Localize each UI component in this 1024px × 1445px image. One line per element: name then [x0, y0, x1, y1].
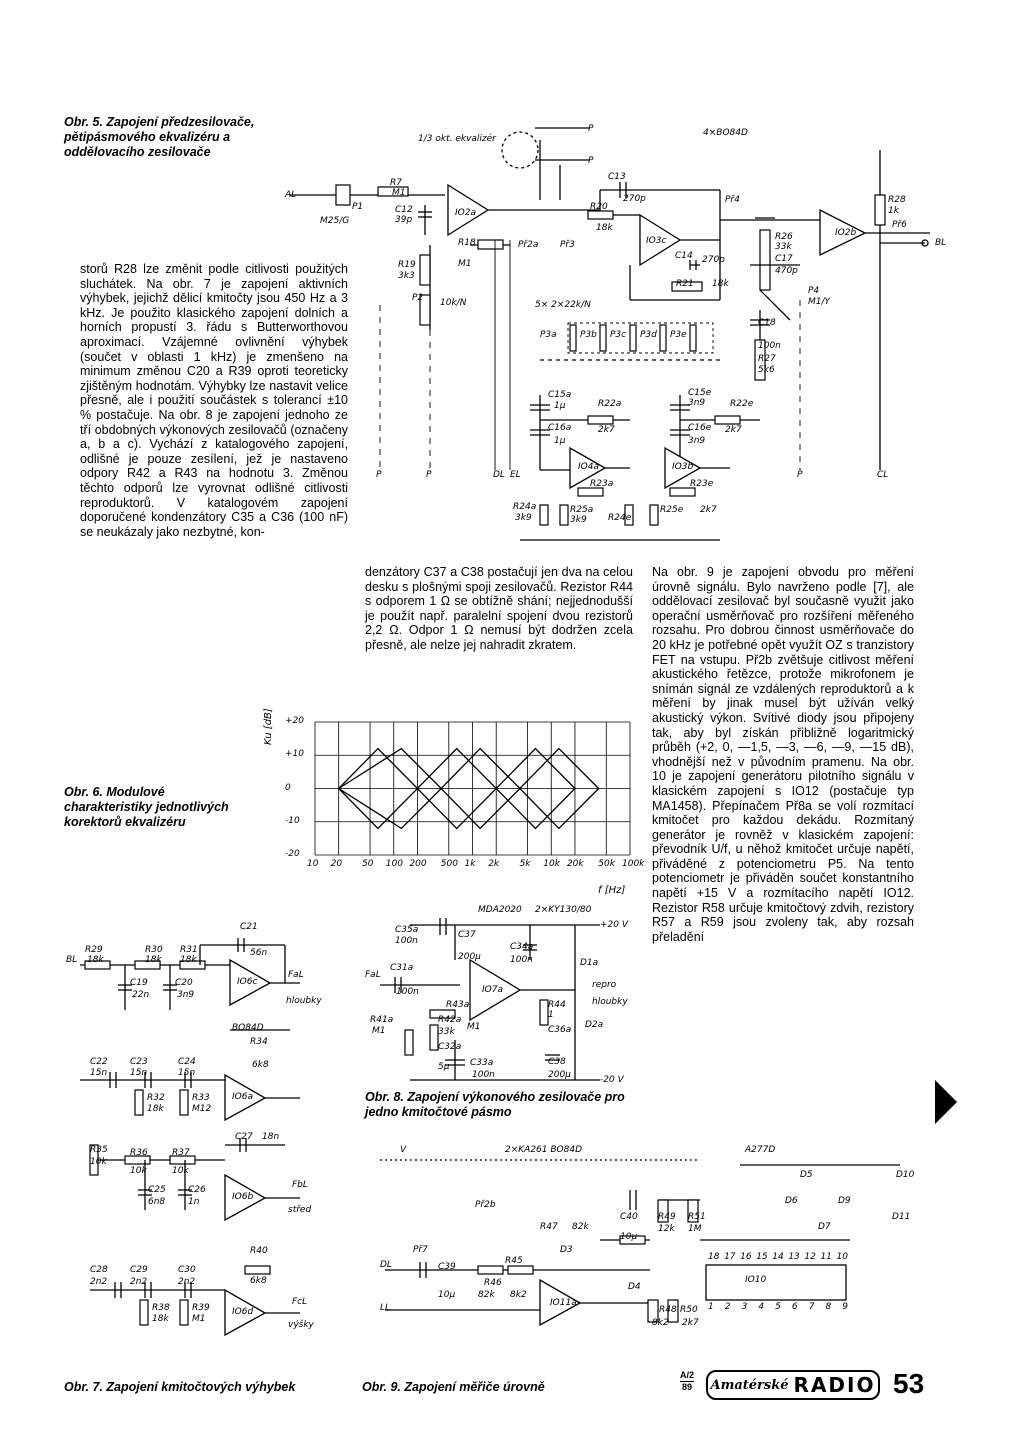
continue-arrow-icon	[935, 1080, 957, 1124]
r47v-label: 82k	[572, 1222, 589, 1232]
pr4-label: Př4	[725, 195, 740, 205]
v20m-label: -20 V	[600, 1075, 624, 1085]
r22a-label: R22a	[598, 399, 622, 409]
m25g-label: M25/G	[320, 216, 350, 226]
hloubky-label: hloubky	[286, 996, 322, 1006]
chart-y-tick: +20	[285, 716, 304, 726]
r39-label: R39	[192, 1303, 210, 1313]
r37v-label: 10k	[172, 1166, 189, 1176]
ic-label: 4×BO84D	[703, 128, 748, 138]
chart-x-tick: 1k	[464, 859, 476, 869]
node-p3: P	[797, 470, 803, 480]
fig9-ll-label: LL	[380, 1303, 391, 1313]
r19-label: R19	[398, 260, 416, 270]
io10-pin: 2	[724, 1302, 731, 1312]
io4a-label: IO4a	[578, 462, 599, 472]
r50v-label: 2k7	[682, 1318, 699, 1328]
chart-x-tick: 10k	[543, 859, 560, 869]
r49v-label: 12k	[658, 1224, 675, 1234]
fal-label: FaL	[288, 970, 304, 980]
c29-label: C29	[130, 1265, 148, 1275]
r32v-label: 18k	[147, 1104, 164, 1114]
r42av-label: 33k	[438, 1027, 455, 1037]
r26-label: R26	[775, 232, 793, 242]
c40-label: C40	[620, 1212, 638, 1222]
c18v-label: 100n	[758, 341, 781, 351]
p4-label: P4	[808, 286, 820, 296]
r47-label: R47	[540, 1222, 558, 1232]
c15a-label: C15a	[548, 390, 572, 400]
c27v-label: 18n	[262, 1132, 280, 1142]
c36a-label: C36a	[548, 1025, 572, 1035]
r45-label: R45	[505, 1256, 523, 1266]
fig7-caption: Obr. 7. Zapojení kmitočtových výhybek	[64, 1380, 296, 1394]
r48-label: R48	[659, 1305, 677, 1315]
c39v-label: 10μ	[438, 1290, 456, 1300]
d1a-label: D1a	[580, 958, 599, 968]
r38-label: R38	[152, 1303, 170, 1313]
c16av-label: 1μ	[554, 436, 566, 446]
r20-label: R20	[590, 202, 608, 212]
c34av-label: 100n	[510, 955, 533, 965]
r31v-label: 18k	[180, 955, 197, 965]
io10-pin: 17	[724, 1252, 736, 1262]
fig6-caption: Obr. 6. Modulové charakteristiky jednotlivých korektorů ekvalizéru	[64, 785, 229, 829]
c19v-label: 22n	[132, 990, 150, 1000]
d9-label: D9	[838, 1196, 851, 1206]
r23a-label: R23a	[590, 479, 614, 489]
r43a-label: R43a	[446, 1000, 470, 1010]
io7a-label: IO7a	[482, 985, 503, 995]
p2v-label: 10k/N	[440, 298, 467, 308]
io10-label: IO10	[745, 1275, 767, 1285]
r35v-label: 10k	[90, 1157, 107, 1167]
io11a-label: IO11a	[550, 1298, 577, 1308]
c28-label: C28	[90, 1265, 108, 1275]
body-column-right: Na obr. 9 je zapojení obvodu pro měření úrovně signálu. Bylo navrženo podle [7], ale oddělovací zesilovač byl současně využit jako operační usměrňovač pro rozšíření měřeného rozsahu. Pro dobrou činnost usměrňovače do 20 kHz je potřebné opět využít OZ s tranzistory FET na vstupu. Př2b zvětšuje citlivost měření akustického řetězce, protože mikrofonem je snímán signál ze vzdálených reproduktorů a k měření by jinak musel být užíván velký akustický výkon. Svítivé diody jsou připojeny tak, aby byl získán přibližně logaritmický průběh (+2, 0, —1,5, —3, —6, —9, —15 dB), vhodnější než v původním pramenu. Na obr. 10 je zapojení generátoru pilotního signálu v klasickém zapojení s IO12 (postačuje typ MA1458). Přepínačem Př8a se volí rozmítací kmitočet pro každou dekádu. Rozmítaný generátor je rovněž v klasickém zapojení: převodník U/f, u něhož kmitočet určuje napětí, přiváděné z potenciometru P5. Na tento potenciometr je přiváděn součet konstantního napětí +15 V a rozmítacího napětí IO12. Rezistor R58 určuje kmitočtový zdvih, rezistory R57 a R59 jsou zvoleny tak, aby rozsah přeladění	[652, 565, 914, 944]
c21-label: C21	[240, 922, 258, 932]
r25ev-label: 2k7	[700, 505, 717, 515]
r46v-label: 82k	[478, 1290, 495, 1300]
r33-label: R33	[192, 1093, 210, 1103]
chart-y-tick: 0	[285, 782, 291, 793]
r51-label: R51	[688, 1212, 706, 1222]
c39-label: C39	[438, 1262, 456, 1272]
stred-label: střed	[288, 1205, 312, 1215]
io10-pin: 18	[708, 1252, 720, 1262]
r34-label: R34	[250, 1037, 268, 1047]
io10-pin: 4	[758, 1302, 765, 1312]
r28-label: R28	[888, 195, 906, 205]
r25av-label: 3k9	[570, 515, 587, 525]
r44-label: R44	[548, 1000, 566, 1010]
r28v-label: 1k	[888, 206, 899, 216]
v20p-label: +20 V	[600, 920, 629, 930]
node-p2: P	[426, 470, 432, 480]
io2b-label: IO2b	[835, 228, 857, 238]
c20v-label: 3n9	[177, 990, 195, 1000]
r22ev-label: 2k7	[725, 425, 742, 435]
r24e-label: R24e	[608, 513, 632, 523]
r42a-label: R42a	[438, 1015, 462, 1025]
d3-label: D3	[560, 1245, 573, 1255]
c16ev-label: 3n9	[688, 436, 706, 446]
r49-label: R49	[658, 1212, 676, 1222]
c35av-label: 100n	[395, 936, 418, 946]
kyl-label: 2×KY130/80	[535, 905, 592, 915]
chart-x-tick: 5k	[519, 859, 531, 869]
input-al: AL	[285, 190, 297, 200]
r27-label: R27	[758, 354, 776, 364]
r36-label: R36	[130, 1148, 148, 1158]
fig7-input-bl: BL	[66, 955, 78, 965]
c34a-label: C34a	[510, 942, 534, 952]
c30-label: C30	[178, 1265, 196, 1275]
r18v-label: M1	[458, 259, 472, 269]
chart-y-tick: -10	[285, 815, 300, 826]
d6-label: D6	[785, 1196, 798, 1206]
chart-x-tick: 2k	[488, 859, 500, 869]
p2-label: P2	[412, 293, 424, 303]
bo84d-label: BO84D	[232, 1023, 264, 1033]
io10-pin: 5	[775, 1302, 781, 1312]
d11-label: D11	[892, 1212, 911, 1222]
io10-pin: 1	[708, 1302, 714, 1312]
io6b-label: IO6b	[232, 1192, 254, 1202]
r20v-label: 18k	[596, 223, 613, 233]
r38v-label: 18k	[152, 1314, 169, 1324]
fig9-caption: Obr. 9. Zapojení měřiče úrovně	[362, 1380, 545, 1394]
pr7-label: Př7	[413, 1245, 428, 1255]
r22av-label: 2k7	[598, 425, 615, 435]
c31av-label: 100n	[396, 987, 419, 997]
io10-pin: 13	[788, 1252, 800, 1262]
r25e-label: R25e	[660, 505, 684, 515]
c14-label: C14	[675, 251, 693, 261]
c26-label: C26	[188, 1185, 206, 1195]
chart-x-tick: 50k	[598, 859, 615, 869]
io3c-label: IO3c	[646, 236, 667, 246]
c21v-label: 56n	[250, 948, 268, 958]
c25-label: C25	[148, 1185, 166, 1195]
c27-label: C27	[235, 1132, 253, 1142]
issue-bottom: 89	[682, 1382, 693, 1392]
chart-x-label: f [Hz]	[598, 885, 626, 896]
a277d-label: A277D	[745, 1145, 776, 1155]
d7-label: D7	[818, 1222, 831, 1232]
c26v-label: 1n	[188, 1197, 200, 1207]
vysky-label: výšky	[288, 1320, 314, 1330]
r46-label: R46	[484, 1278, 502, 1288]
c12-label: C12	[395, 205, 413, 215]
r51v-label: 1M	[688, 1224, 702, 1234]
c38-label: C38	[548, 1057, 566, 1067]
r37-label: R37	[172, 1148, 190, 1158]
fcl-label: FcL	[292, 1297, 308, 1307]
fig8-fal-label: FaL	[365, 970, 381, 980]
r50-label: R50	[680, 1305, 698, 1315]
io10-pin: 14	[772, 1252, 784, 1262]
issue-number	[680, 1370, 694, 1393]
pr6-label: Př6	[892, 220, 907, 230]
r41a-label: R41a	[370, 1015, 394, 1025]
c13v-label: 270p	[623, 194, 646, 204]
d10-label: D10	[896, 1170, 915, 1180]
r29-label: R29	[85, 945, 103, 955]
output-bl: BL	[935, 238, 947, 248]
body-column-middle: denzátory C37 a C38 postačují jen dva na celou desku s plošnými spoji zesilovačů. Rezistor R44 s odporem 1 Ω se obtížně shání; nejjednodušší je použít např. paralelní spojení dvou rezistorů 2,2 Ω. Odpor 1 Ω nemusí být dodržen zcela přesně, ale nelze jej nahradit zkratem.	[365, 565, 633, 652]
repro-label: repro	[592, 980, 617, 990]
chart-x-tick: 50	[362, 859, 374, 869]
chart-y-tick: -20	[285, 849, 300, 859]
node-p1: P	[376, 470, 382, 480]
ic1-label: 2×KA261 BO84D	[505, 1145, 583, 1155]
d5-label: D5	[800, 1170, 813, 1180]
io10-pin: 11	[820, 1252, 832, 1262]
c22v-label: 15n	[90, 1068, 108, 1078]
okt-label: 1/3 okt. ekvalizér	[418, 134, 496, 144]
io6c-label: IO6c	[237, 977, 258, 987]
chart-y-label: Ku [dB]	[263, 708, 274, 745]
c18-label: C18	[758, 318, 776, 328]
io10-pin: 9	[842, 1302, 848, 1312]
r25a-label: R25a	[570, 505, 594, 515]
c40v-label: 10μ	[620, 1232, 638, 1242]
c23-label: C23	[130, 1057, 148, 1067]
r34v-label: 6k8	[252, 1060, 269, 1070]
chart-x-tick: 20k	[566, 859, 584, 869]
r24a-label: R24a	[513, 502, 537, 512]
c37-label: C37	[458, 930, 476, 940]
node-p4: P	[588, 124, 594, 134]
pr2b-label: Př2b	[475, 1200, 496, 1210]
r27v-label: 5k6	[758, 365, 775, 375]
r21-label: R21	[676, 279, 694, 289]
m1-label: M1	[392, 188, 406, 198]
d4-label: D4	[628, 1282, 641, 1292]
p3a-label: P3a	[540, 330, 557, 340]
node-el: EL	[510, 470, 521, 480]
io10-pins-bottom	[708, 1302, 848, 1312]
c14v-label: 270p	[702, 255, 725, 265]
node-dl: DL	[493, 470, 505, 480]
c28v-label: 2n2	[90, 1277, 108, 1287]
c17-label: C17	[775, 254, 793, 264]
magazine-logo	[706, 1370, 880, 1400]
r48v-label: 8k2	[652, 1318, 669, 1328]
c15e-label: C15e	[688, 388, 712, 398]
node-cl: CL	[877, 470, 889, 480]
r19v-label: 3k3	[398, 271, 415, 281]
io10-pins-top	[708, 1252, 848, 1262]
r33v-label: M12	[192, 1104, 212, 1114]
chart-x-tick: 100k	[622, 859, 645, 869]
chart-x-tick: 500	[440, 859, 458, 869]
r40-label: R40	[250, 1246, 268, 1256]
p4v-label: M1/Y	[808, 297, 831, 307]
io6a-label: IO6a	[232, 1092, 253, 1102]
c24v-label: 15n	[178, 1068, 196, 1078]
r26v-label: 33k	[775, 242, 792, 252]
c30v-label: 2n2	[178, 1277, 196, 1287]
chart-y-tick: +10	[285, 749, 304, 760]
c22-label: C22	[90, 1057, 108, 1067]
node-p5: P	[588, 156, 594, 166]
io10-pin: 7	[808, 1302, 815, 1312]
c16a-label: C16a	[548, 423, 572, 433]
c24-label: C24	[178, 1057, 196, 1067]
fig9-dl-label: DL	[380, 1260, 392, 1270]
c29v-label: 2n2	[130, 1277, 148, 1287]
pr2a-label: Př2a	[518, 240, 539, 250]
chart-x-tick: 20	[330, 859, 343, 869]
r24av-label: 3k9	[515, 513, 532, 523]
r35-label: R35	[90, 1145, 108, 1155]
magazine-script: Amatérské	[710, 1377, 789, 1393]
p1-label: P1	[352, 202, 364, 212]
p3e-label: P3e	[670, 330, 687, 340]
pr3-label: Př3	[560, 240, 575, 250]
c33a-label: C33a	[470, 1058, 494, 1068]
c15ev-label: 3n9	[688, 398, 706, 408]
r23e-label: R23e	[690, 479, 714, 489]
p3d-label: P3d	[640, 330, 657, 340]
c32av-label: 5μ	[438, 1062, 450, 1072]
fig8-m1-label: M1	[467, 1022, 481, 1032]
p3b-label: P3b	[580, 330, 597, 340]
r18-label: R18	[458, 238, 476, 248]
c32a-label: C32a	[438, 1042, 462, 1052]
c31a-label: C31a	[390, 963, 414, 973]
r44v-label: 1	[548, 1010, 554, 1020]
c38v-label: 200μ	[548, 1070, 571, 1080]
pots-label: 5× 2×22k/N	[535, 300, 591, 310]
body-column-left: storů R28 lze změnit podle citlivosti použitých sluchátek. Na obr. 7 je zapojení aktivních výhybek, jejichž dělicí kmitočty jsou 450 Hz a 3 kHz. Je použito klasického zapojení dolních a horních propustí 3. řádu s Butterworthovou aproximací. Vzájemné ovlivnění výhybek (součet v oblasti 1 kHz) je zmenšeno na minimum změnou C20 a R39 oproti teoreticky zjištěným hodnotám. Výhybky lze nastavit velice přesně, ale i použití součástek s tolerancí ±10 % postačuje. Na obr. 8 je zapojení jednoho ze tří obdobných výkonových zesilovačů (označeny a, b a c). Vychází z katalogového zapojení, odlišné je pouze zesílení, jež je nastaveno odpory R42 a R43 na hodnotu 3. Změnou těchto odporů lze vyrovnat odlišné citlivosti reproduktorů. V katalogovém zapojení doporučené kondenzátory C35 a C36 (100 nF) se neukázaly jako nezbytné, kon-	[80, 262, 348, 539]
issue-top: A/2	[680, 1370, 695, 1380]
r32-label: R32	[147, 1093, 165, 1103]
c13-label: C13	[608, 172, 626, 182]
r31-label: R31	[180, 945, 198, 955]
c12v-label: 39p	[395, 215, 413, 225]
io10-pin: 16	[740, 1252, 752, 1262]
c35a-label: C35a	[395, 925, 419, 935]
fbl-label: FbL	[292, 1180, 308, 1190]
io10-pin: 15	[756, 1252, 768, 1262]
r22e-label: R22e	[730, 399, 754, 409]
c23v-label: 15n	[130, 1068, 148, 1078]
r36v-label: 10k	[130, 1166, 147, 1176]
r29v-label: 18k	[87, 955, 104, 965]
io10-pin: 8	[825, 1302, 832, 1312]
chart-x-tick: 10	[307, 859, 319, 869]
r21v-label: 18k	[712, 279, 729, 289]
r41av-label: M1	[372, 1026, 386, 1036]
io10-pin: 3	[741, 1302, 748, 1312]
fig8-caption: Obr. 8. Zapojení výkonového zesilovače pro jedno kmitočtové pásmo	[365, 1090, 625, 1119]
c16e-label: C16e	[688, 423, 712, 433]
io2a-label: IO2a	[455, 208, 476, 218]
r30v-label: 18k	[145, 955, 162, 965]
mda-label: MDA2020	[478, 905, 522, 915]
p3c-label: P3c	[610, 330, 627, 340]
r39v-label: M1	[192, 1314, 206, 1324]
fig9-v-label: V	[400, 1145, 407, 1155]
d2a-label: D2a	[585, 1020, 604, 1030]
fig8-hloubky-label: hloubky	[592, 997, 628, 1007]
chart-x-tick: 200	[409, 859, 427, 869]
c33av-label: 100n	[472, 1070, 495, 1080]
fig5-caption: Obr. 5. Zapojení předzesilovače, pětipásmového ekvalizéru a oddělovacího zesilovače	[64, 115, 255, 159]
c25v-label: 6n8	[148, 1197, 166, 1207]
c37v-label: 200μ	[458, 952, 481, 962]
magazine-name: RADIO	[793, 1373, 876, 1397]
page-number: 53	[893, 1368, 925, 1399]
c19-label: C19	[130, 978, 148, 988]
c20-label: C20	[175, 978, 193, 988]
r40v-label: 6k8	[250, 1276, 267, 1286]
chart-x-tick: 100	[385, 859, 403, 869]
io10-pin: 12	[804, 1252, 816, 1262]
r30-label: R30	[145, 945, 163, 955]
io6d-label: IO6d	[232, 1307, 254, 1317]
r45v-label: 8k2	[510, 1290, 527, 1300]
io10-pin: 10	[836, 1252, 848, 1262]
c15av-label: 1μ	[554, 401, 566, 411]
io3b-label: IO3b	[672, 462, 694, 472]
r7-label: R7	[390, 178, 402, 188]
c17v-label: 470p	[775, 266, 798, 276]
io10-pin: 6	[791, 1302, 798, 1312]
